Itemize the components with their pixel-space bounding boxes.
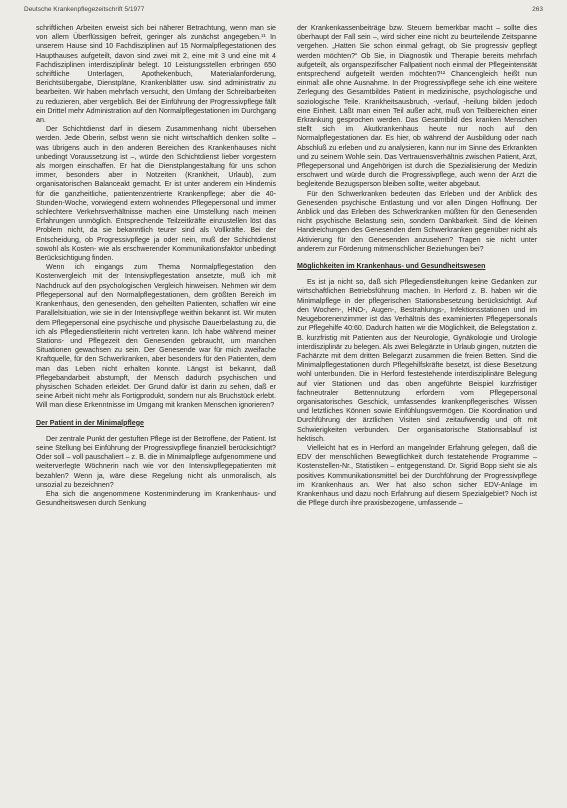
paragraph: Für den Schwerkranken bedeuten das Erleben und der Anblick des Genesenden psychische Entlastung und vor allen Dingen Hoffnung. Der Anblick und das Erleben des Schwerkranken müßten für den Genesenden nicht psychische Belastung sein, sondern Dankbarkeit. Sind die kleinen Handreichungen des Genesenden dem Schwerkranken gegenüber nicht als Aktivierung für den Genesenden anzusehen? Tragen sie nicht unter anderem zur Förderung mitmenschlicher Beziehungen bei?	[297, 189, 537, 253]
paragraph: Der Schichtdienst darf in diesem Zusammenhang nicht übersehen werden. Jede Oberin, selbst wenn sie nicht wirtschaftlich denken sollte – was übrigens auch in den anderen Bereichen des Krankenhauses nicht unbedingt Voraussetzung ist –, würde den Schichtdienst lieber vorgestern als morgen einschaffen. Er hat die Dienstplangestaltung für uns schon immer, besonders aber in Notzeiten (Krankheit, Urlaub), zum organisatorischen Balanceakt gemacht. Er ist unter anderem ein Hindernis für die ganzheitliche, patientenzentrierte Krankenpflege; aber die 40-Stunden-Woche, vorwiegend extern wohnendes Pflegepersonal und immer schlechtere Verkehrsverhältnisse machen eine Umstellung nach meinen Erfahrungen unmöglich. Entsprechende Teilzeitkräfte einzustellen löst das Problem nicht, da sie bekanntlich teurer sind als Vollkräfte. Bei der Entscheidung, ob Progressivpflege ja oder nein, muß der Schichtdienst sowohl als Kosten- wie als erschwerender Kommunikationsfaktor unbedingt Berücksichtigung finden.	[36, 125, 276, 263]
paragraph: Eha sich die angenommene Kostenminderung im Krankenhaus- und Gesundheitswesen durch Senkung	[36, 489, 276, 508]
section-heading: Der Patient in der Minimalpflege	[36, 418, 145, 427]
section-heading: Möglichkeiten im Krankenhaus- und Gesundheitswesen	[297, 262, 486, 271]
left-column	[36, 24, 276, 508]
paragraph: Es ist ja nicht so, daß sich Pflegedienstleitungen keine Gedanken zur wirtschaftlichen Betriebsführung machen. In Herford z. B. haben wir die Minimalpflege in der pflegerischen Stationsbesetzung berücksichtigt. Auf den Wochen-, HNO-, Augen-, Bestrahlungs-, Infektionsstationen und im Neugeborenenzimmer ist das Verhältnis des examinierten Pflegepersonals zur Pflegehilfe 40:60. Dadurch hatten wir die Möglichkeit, die Belegstation z. B. kurzfristig mit Patienten aus der Neurologie, Gynäkologie und Urologie interdisziplinär zu belegen. Als zwei Belegärzte in Urlaub gingen, nutzten die Fachärzte mit dem dritten Belegarzt zusammen die freien Betten. Sind die Minimalpflegestationen durch Pflegehilfskräfte besetzt, ist diese Besetzung wohl unterbunden. Die in Herford festestehende interdisziplinäre Belegung auf vier Stationen und das oben angeführte Beispiel kurzfristiger fachneutraler Bettennutzung erfordern vom Pflegepersonal organisatorisches Geschick, umfassendes krankenpflegerisches Wissen und letztliches Können sowie Einfühlungsvermögen. Die Koordination und Durchführung der ärztlichen Visiten sind zeitaufwendig und oft mit Schwierigkeiten verbunden. Der organisatorische Stationsablauf ist hektisch.	[297, 278, 537, 443]
paragraph: der Krankenkassenbeiträge bzw. Steuern bemerkbar macht – sollte dies überhaupt der Fall sein –, wird sicher eine nicht zu beurteilende Zeitspanne vergehen. „Hatten Sie schon einmal gefragt, ob Sie progressiv gepflegt werden möchten?“ Ob Sie, in Diagnostik und Therapie bereits mehrfach aufgeteilt, als organspezifischer Fallpatient noch einmal der Pflegeintensität entsprechend aufgeteilt werden möchten?¹² Chancengleich heißt nun einmal: alle ohne Ausnahme. In der Progressivpflege sehe ich eine weitere Zerlegung des Gesamtbildes Patient in medizinische, psychologische und soziologische Teile. Krankheitsausbruch, -verlauf, -heilung bilden jedoch eine Einheit. Läßt man einen Teil außer acht, muß von Teilbereichen einer Erkrankung gesprochen werden. Das Gesamtbild des kranken Menschen stellt sich im Akutkrankenhaus heute nur noch auf den Normalpflegestationen dar. Es hier, ob während der Ausbildung oder nach Abschluß zu erleben und zu analysieren, kann nur im Sinne des Erkrankten und zu seinem Wohle sein. Das Vertrauensverhältnis zwischen Patient, Arzt, Pflegepersonal und Angehörigen ist durch die Spezialisierung der Medizin erschwert und würde durch die Progressivpflege, auch wenn der Arzt die begleitende Bezugsperson bleiben sollte, weiter abgebaut.	[297, 24, 537, 189]
right-column	[297, 24, 537, 508]
paragraph: Vielleicht hat es in Herford an mangelnder Erfahrung gelegen, daß die EDV der menschlichen Bewegtlichkeit durch testatehende Programme – Kostenstellen-Nr., Statistiken – entgegenstand. Dr. Sigrid Bopp sieht sie als positives Kommunikationsmittel bei der Durchführung der Progressivpflege im Krankenhaus an. Wer hat also schon sicher EDV-Anlage im Krankenhaus und dazu noch Erfahrung auf diesem Spezialgebiet? Noch ist die Pflege durch ihre praxisbezogene, umfassende –	[297, 443, 537, 508]
paragraph: Der zentrale Punkt der gestuften Pflege ist der Betroffene, der Patient. Ist seine Stellung bei Einführung der Progressivpflege finanziell berücksichtigt? Oder soll – voll pauschaliert – z. B. die in Minimalpflege aufgenommene und weiterverlegte Wöchnerin nach wie vor den Intensivpflegepatienten mit bezahlen? Wenn ja, wäre diese Regelung nicht als unmoralisch, als unsozial zu bezeichnen?	[36, 434, 276, 489]
page-number: 263	[532, 6, 543, 13]
paragraph: schriftlichen Arbeiten erweist sich bei näherer Betrachtung, wenn man sie von allem Überflüssigen befreit, geringer als zunächst angegeben.¹¹ In unserem Hause sind 10 Fachdisziplinen auf 15 Normalpflegestationen des Haupthauses aufgeteilt, davon sind zwei mit 2, eine mit 3 und eine mit 4 Fachdisziplinen interdisziplinär belegt. 10 Leistungsstellen erbringen 650 schriftliche Unterlagen, Apothekenbuch, Materialanforderung, Berichtsübergabe, Dienstpläne, Krankenblätter usw. sind administrativ zu bearbeiten. Wir haben mehrfach versucht, den Umfang der Schreibarbeiten zu reduzieren, aber vergeblich. Bei der Einführung der Progressivpflege fällt ein Drittel mehr Administration auf den Normalpflegestationen im Durchgang an.	[36, 24, 276, 125]
running-head	[24, 6, 543, 13]
journal-name: Deutsche Krankenpflegezeitschrift 5/1977	[24, 6, 145, 13]
paragraph: Wenn ich eingangs zum Thema Normalpflegestation den Kostenvergleich mit der Intensivpflegestation ansetzte, muß ich mit Nachdruck auf den psychologischen Vergleich hinweisen. Nehmen wir dem Pflegepersonal auf den Normalpflegestationen, dem größten Bereich im Krankenhaus, den genesenden, den geheilten Patienten, schaffen wir eine Parallelsituation, wie sie in der Intensivpflege weithin bekannt ist. Wir muten dem Pflegepersonal eine psychische und physische Dauerbelastung zu, die ich als Pflegedienstleiterin nicht vertreten kann. Ich habe während meiner Stations- und Pflegezeit den Genesenden gebraucht, um manchen Situationen gewachsen zu sein. Der Genesende war für mich zweifache Kraftquelle, für den Schwerkranken, aber besonders für den Patienten, dem man das Leben nicht erhalten konnte. Längst ist bekannt, daß Pflegebandarbeit abstumpft, der Mensch dadurch psychischen und physischen Schaden erleidet. Der Grund dafür ist darin zu sehen, daß er seine Arbeit nicht mehr als Fortigprodukt, sondern nur als Bruchstück erlebt. Will man diese Erkenntnisse im Umgang mit kranken Menschen ignorieren?	[36, 263, 276, 410]
